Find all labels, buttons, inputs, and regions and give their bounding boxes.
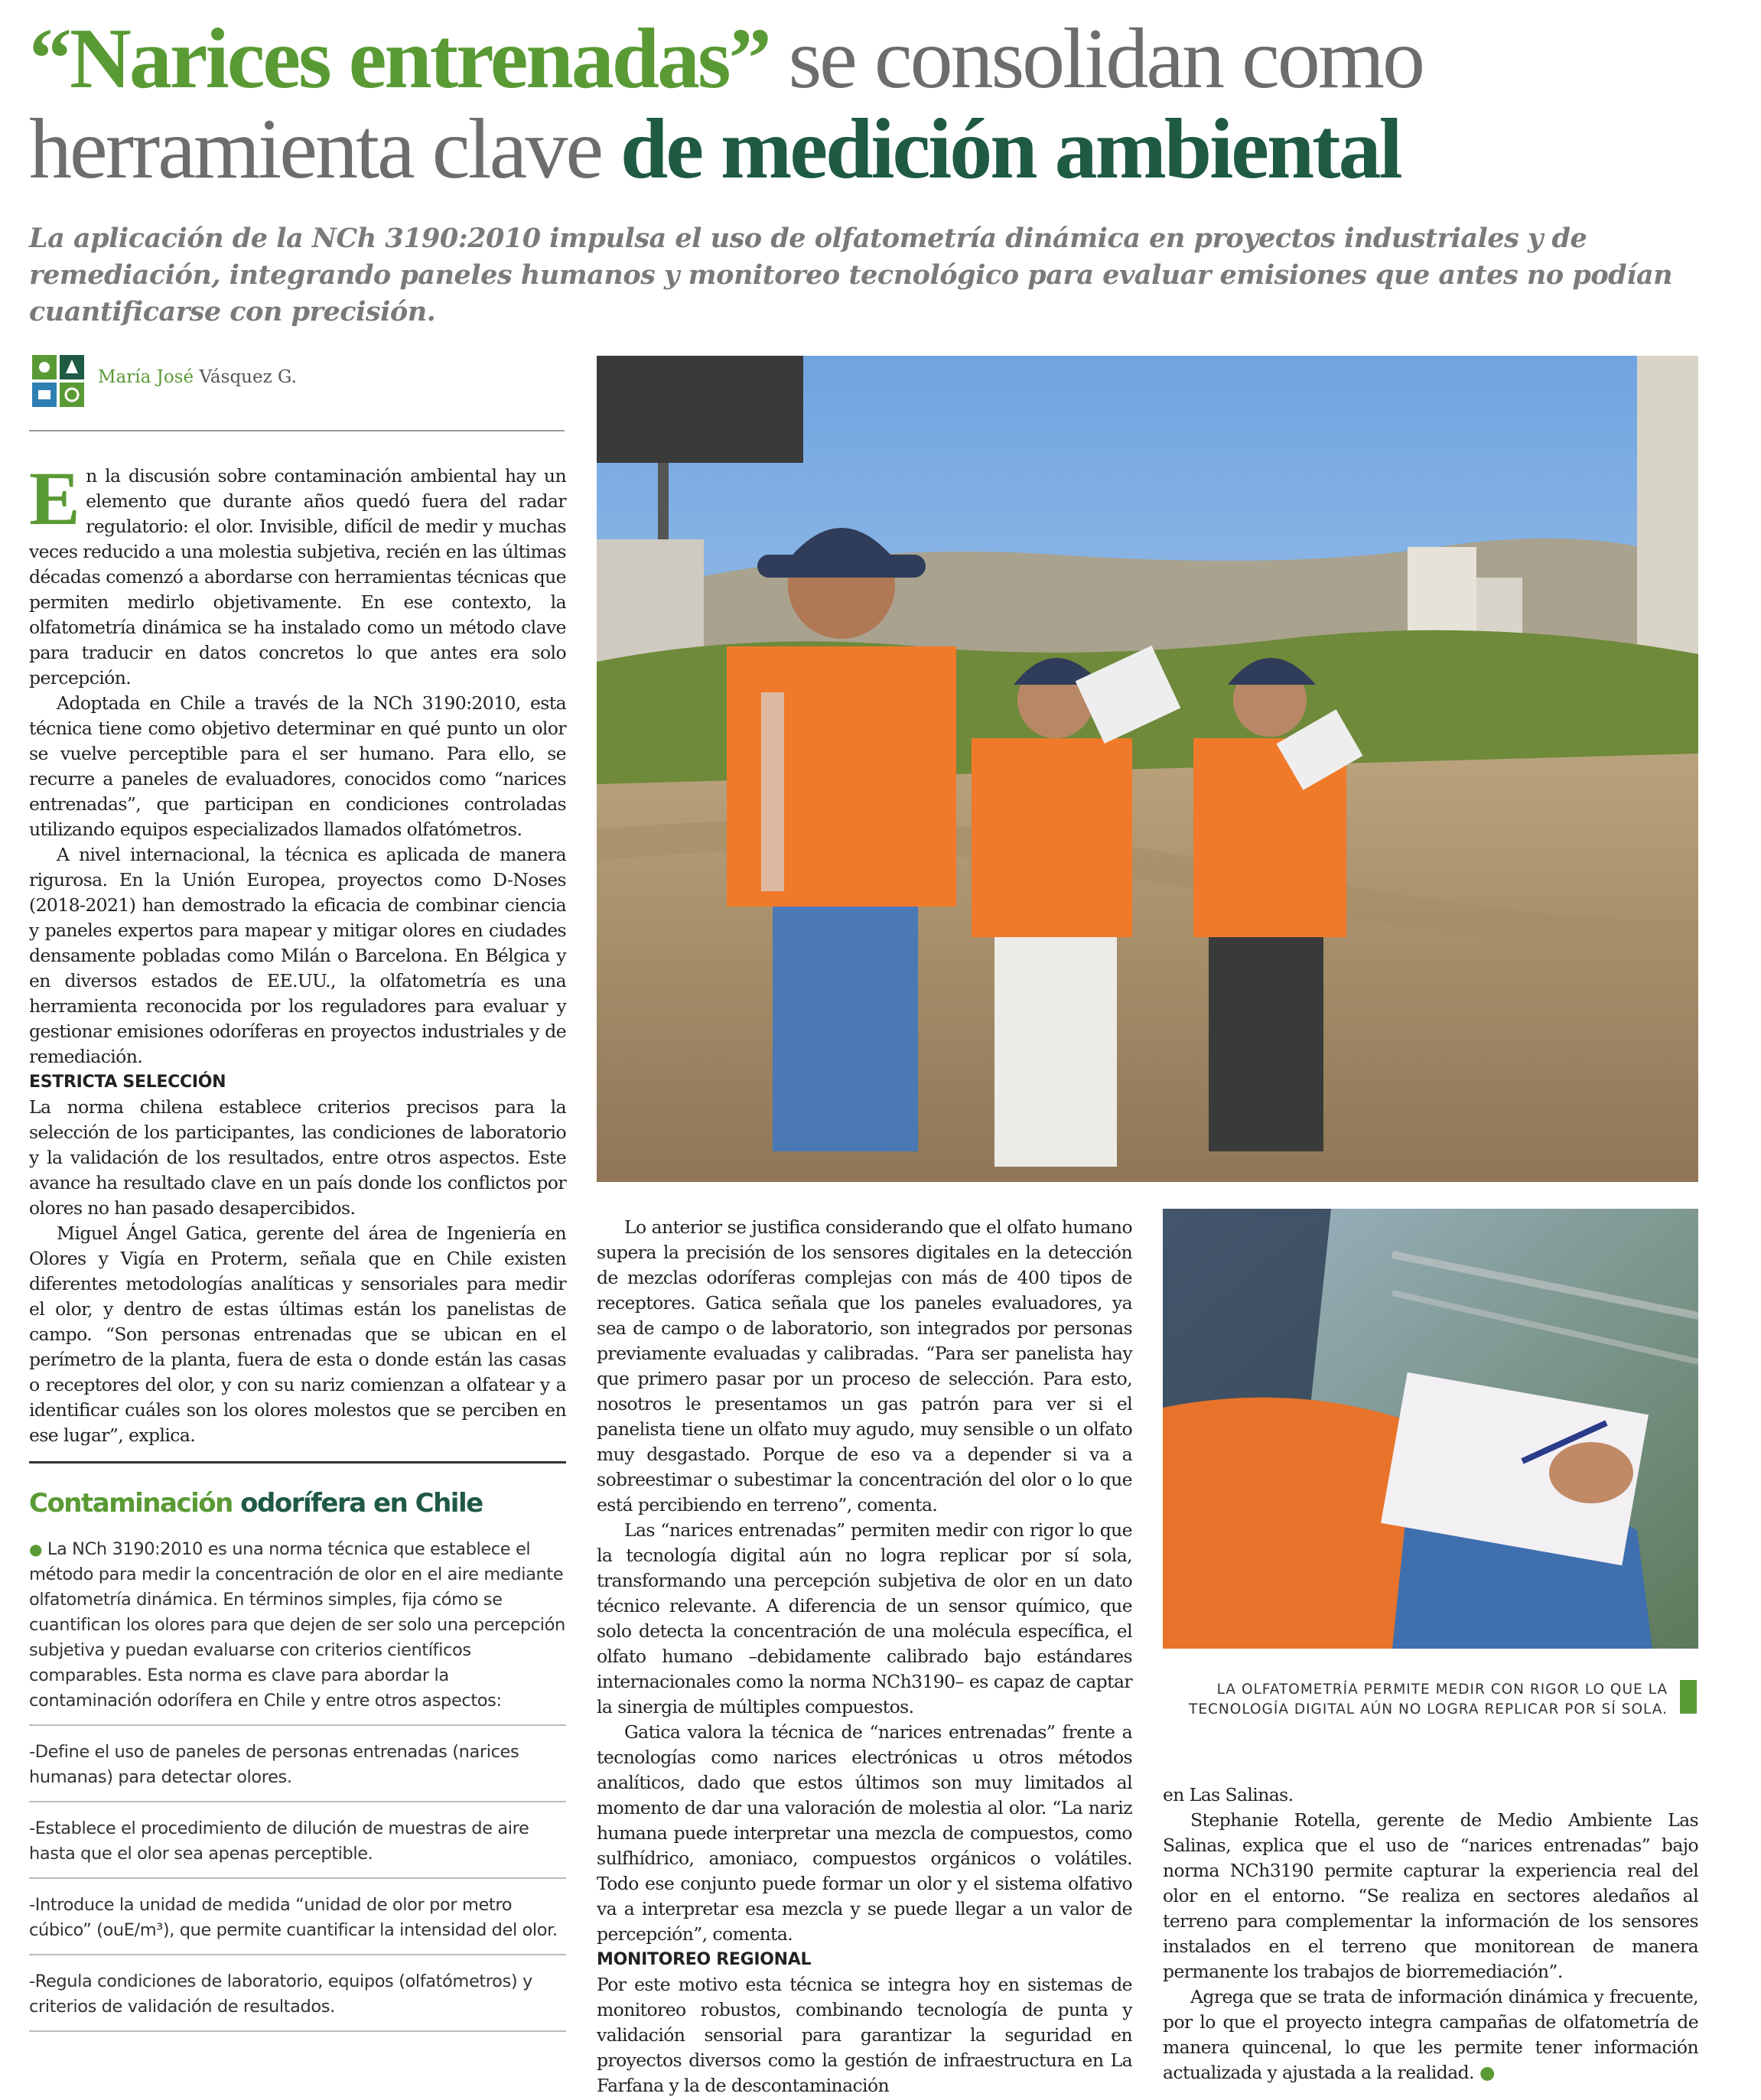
column-1 [29, 456, 566, 1448]
body-paragraph-9: Por este motivo esta técnica se integra hoy en sistemas de monitoreo robustos, combinando tecnología de punta y validación sensorial para garantizar la seguridad en proyectos diversos como la gestión de infraestructura en La Farfana y la de descontaminación [597, 1974, 1132, 2096]
main-photo [597, 356, 1698, 1182]
sidebar-item: -Introduce la unidad de medida “unidad de olor por metro cúbico” (ouE/m³), que permite cuantificar la intensidad del olor. [29, 1877, 566, 1954]
panelists-field-image [597, 356, 1698, 1182]
body-paragraph-6: Lo anterior se justifica considerando que el olfato humano supera la precisión de los sensores digitales en la detección de mezclas odoríferas complejas con más de 400 tipos de receptores. Gatica señala que los paneles evaluadores, ya sea de campo o de laboratorio, son integrados por personas previamente evaluadas y calibradas. “Para ser panelista hay que primero pasar por un proceso de selección. Para esto, nosotros le presentamos un gas patrón para ver si el panelista tiene un olfato muy agudo, muy sensible o un olfato muy desgastado. Porque de eso va a depender si va a sobreestimar o subestimar la concentración del olor o lo que está percibiendo en terreno”, comenta. [597, 1216, 1132, 1516]
end-mark-icon: ● [1479, 2062, 1495, 2083]
sidebar-item: -Define el uso de paneles de personas entrenadas (narices humanas) para detectar olores. [29, 1724, 566, 1801]
column-3 [1163, 1783, 1698, 2085]
author-first-name: María José [98, 367, 200, 387]
sidebar-item: -Establece el procedimiento de dilución de muestras de aire hasta que el olor sea apenas perceptible. [29, 1801, 566, 1877]
headline-text-1: se consolidan como [769, 11, 1423, 106]
headline-line-1 [29, 11, 1743, 106]
column-2 [597, 1215, 1132, 2098]
bullet-icon: ● [29, 1540, 43, 1558]
sidebar-item: -Regula condiciones de laboratorio, equipos (olfatómetros) y criterios de validación de resultados. [29, 1954, 566, 2032]
body-paragraph-1: n la discusión sobre contaminación ambiental hay un elemento que durante años quedó fuera del radar regulatorio: el olor. Invisible, difícil de medir y muchas veces reducido a una molestia subjetiva, recién en las últimas décadas comenzó a abordarse con herramientas técnicas que permiten medirlo objetivamente. En ese contexto, la olfatometría dinámica se ha instalado como un método clave para traducir en datos concretos lo que antes era solo percepción. [29, 465, 566, 689]
headline-text-2: herramienta clave [29, 102, 621, 197]
clipboard-closeup-image [1163, 1209, 1698, 1649]
sidebar-title [29, 1488, 566, 1519]
caption-marker [1680, 1680, 1697, 1714]
sidebar-intro [29, 1537, 566, 1714]
headline-highlight-2: de medición ambiental [620, 102, 1401, 197]
subhead-estricta: ESTRICTA SELECCIÓN [29, 1073, 226, 1092]
subhead-monitoreo: MONITOREO REGIONAL [597, 1950, 812, 1969]
body-paragraph-8: Gatica valora la técnica de “narices entrenadas” frente a tecnologías como narices electrónicas u otros métodos analíticos, dado que estos últimos son muy limitados al momento de dar una valoración de molestia al olor. “La nariz humana puede interpretar una mezcla de compuestos, como sulfhídrico, amoniaco, compuestos orgánicos o volátiles. Todo ese conjunto puede formar un olor y el sistema olfativo va a interpretar esa mezcla y se puede llegar a un valor de percepción”, comenta. [597, 1721, 1132, 1945]
body-paragraph-5: Miguel Ángel Gatica, gerente del área de Ingeniería en Olores y Vigía en Proterm, señala que en Chile existen diferentes metodologías analíticas y sensoriales para medir el olor, y dentro de estas últimas están los panelistas de campo. “Son personas entrenadas que se ubican en el perímetro de la planta, fuera de esta o donde están las casas o receptores del olor, y con su nariz comienzan a olfatear y a identificar cuáles son los olores molestos que se perciben en ese lugar”, explica. [29, 1223, 566, 1446]
sidebar-title-green: Contaminación [29, 1488, 233, 1519]
sidebar-intro-text: La NCh 3190:2010 es una norma técnica que establece el método para medir la concentración de olor en el aire mediante olfatometría dinámica. En términos simples, fija cómo se cuantifican los olores para que dejen de ser solo una percepción subjetiva y puedan evaluarse con criterios científicos comparables. Esta norma es clave para abordar la contaminación odorífera en Chile y entre otros aspectos: [29, 1539, 565, 1711]
body-paragraph-12 [1163, 1984, 1698, 2085]
byline [31, 353, 566, 392]
sidebar-box [29, 1461, 566, 2032]
body-paragraph-11: Stephanie Rotella, gerente de Medio Ambiente Las Salinas, explica que el uso de “narices entrenadas” bajo norma NCh3190 permite capturar la experiencia real del olor en el entorno. “Se realiza en sectores aledaños al terreno para complementar la información de los sensores instalados en el terreno que monitorean de manera permanente los trabajos de biorremediación”. [1163, 1809, 1698, 1982]
body-paragraph-12-text: Agrega que se trata de información dinámica y frecuente, por lo que el proyecto integra campañas de olfatometría de manera quincenal, lo que les permite tener información actualizada y ajustada a la realidad. [1163, 1986, 1698, 2083]
body-paragraph-10: en Las Salinas. [1163, 1784, 1294, 1805]
secondary-photo [1163, 1209, 1698, 1649]
author-last-name: Vásquez G. [199, 367, 297, 387]
body-paragraph-3: A nivel internacional, la técnica es aplicada de manera rigurosa. En la Unión Europea, proyectos como D-Noses (2018-2021) han demostrado la eficacia de combinar ciencia y paneles expertos para mapear y mitigar olores en ciudades densamente pobladas como Milán o Barcelona. En Bélgica y en diversos estados de EE.UU., la olfatometría es una herramienta reconocida por los reguladores para evaluar y gestionar emisiones odoríferas en proyectos industriales y de remediación. [29, 844, 566, 1067]
lead-paragraph: La aplicación de la NCh 3190:2010 impulsa el uso de olfatometría dinámica en proyectos industriales y de remediación, integrando paneles humanos y monitoreo tecnológico para evaluar emisiones que antes no podían cuantificarse con precisión. [29, 223, 1673, 327]
drop-cap: E [29, 456, 80, 541]
body-paragraph-4: La norma chilena establece criterios precisos para la selección de los participantes, las condiciones de laboratorio y la validación de los resultados, entre otros aspectos. Este avance ha resultado clave en un país donde los conflictos por olores no han pasado desapercibidos. [29, 1096, 566, 1219]
author-name [98, 367, 297, 387]
headline-highlight: “Narices entrenadas” [29, 11, 770, 106]
headline [29, 11, 1743, 197]
headline-line-2 [29, 102, 1743, 197]
photo-caption: LA OLFATOMETRÍA PERMITE MEDIR CON RIGOR LO QUE LA TECNOLOGÍA DIGITAL AÚN NO LOGRA REPLICAR POR SÍ SOLA. [1189, 1682, 1668, 1717]
body-paragraph-7: Las “narices entrenadas” permiten medir con rigor lo que la tecnología digital aún no logra replicar por sí sola, transformando una percepción subjetiva de olor en un dato técnico relevante. A diferencia de un sensor químico, que solo detecta la concentración de una molécula específica, el olfato humano –debidamente calibrado bajo estándares internacionales como la norma NCh3190– es capaz de captar la sinergia de múltiples compuestos. [597, 1519, 1132, 1717]
sidebar-title-dark: odorífera en Chile [232, 1488, 483, 1519]
section-logo-icon [31, 353, 86, 409]
body-paragraph-2: Adoptada en Chile a través de la NCh 3190:2010, esta técnica tiene como objetivo determinar en qué punto un olor se vuelve perceptible para el ser humano. Para ello, se recurre a paneles de evaluadores, conocidos como “narices entrenadas”, que participan en condiciones controladas utilizando equipos especializados llamados olfatómetros. [29, 692, 566, 840]
